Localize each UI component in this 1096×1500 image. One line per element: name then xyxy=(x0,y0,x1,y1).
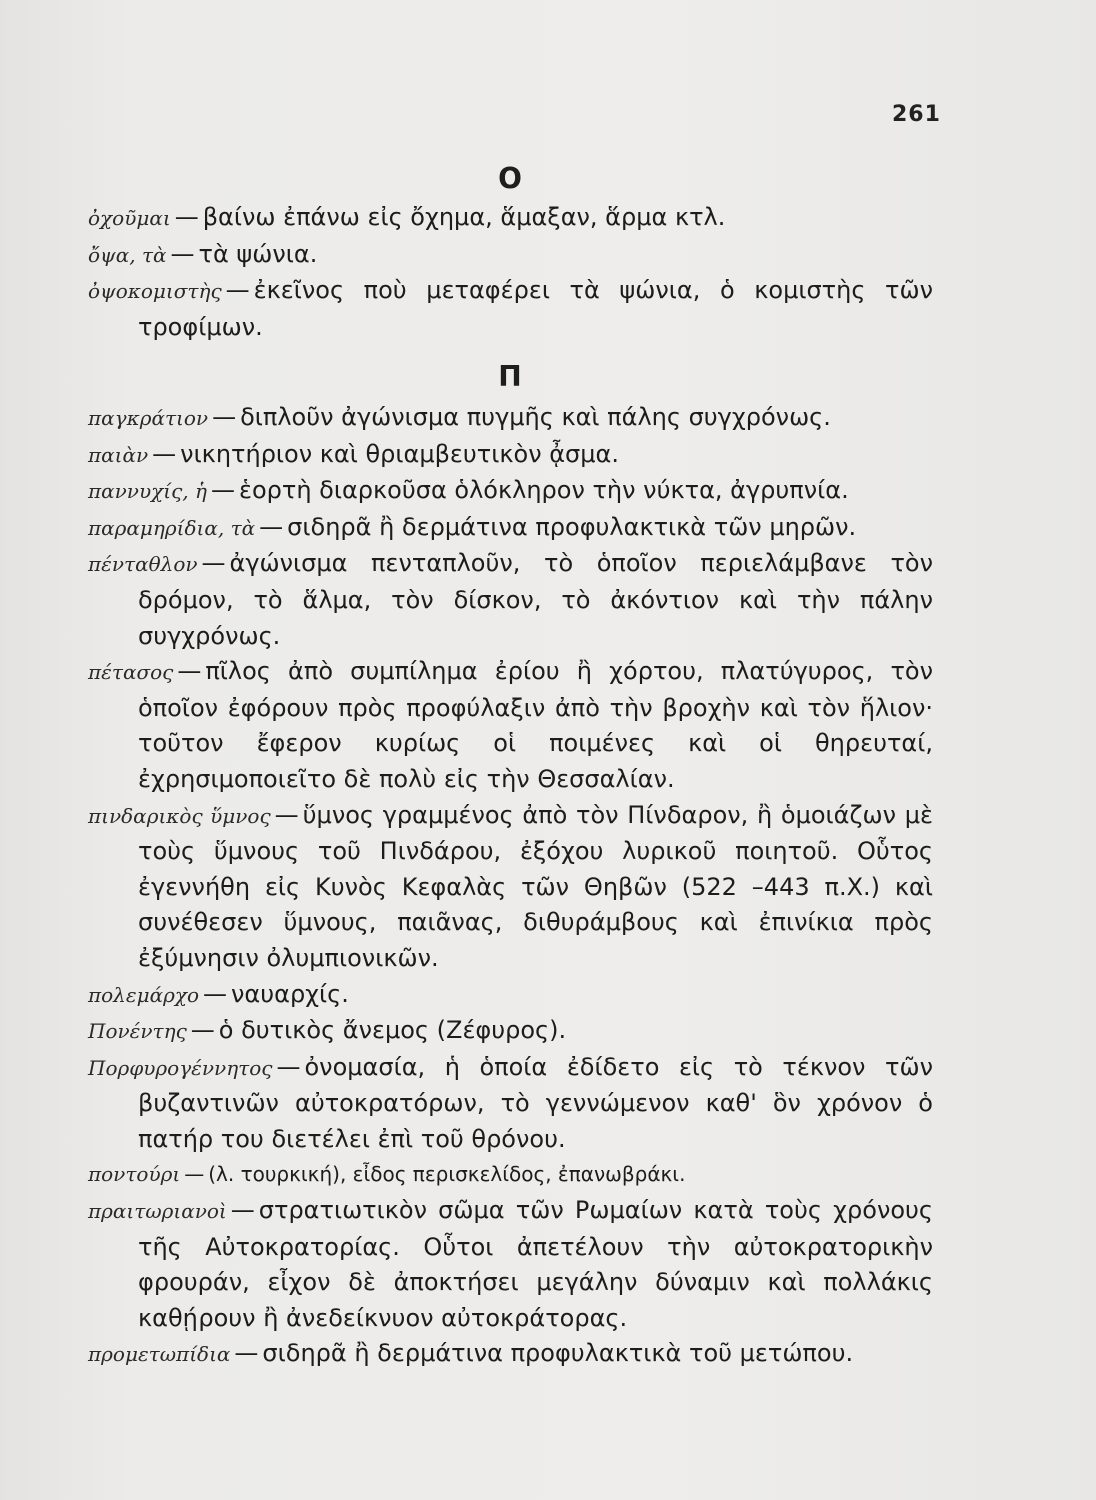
glossary-entry xyxy=(88,1013,933,1050)
entry-definition: σιδηρᾶ ἢ δερμάτινα προφυλακτικὰ τῶν μηρῶν. xyxy=(287,512,857,541)
entry-separator: — xyxy=(274,800,299,829)
section-heading-pi: Π xyxy=(498,360,522,393)
entry-definition: ἑορτὴ διαρκοῦσα ὁλόκληρον τὴν νύκτα, ἀγρυπνία. xyxy=(238,476,849,505)
entry-term: Πορφυρογέννητος xyxy=(88,1055,273,1080)
glossary-entry xyxy=(88,200,933,237)
entry-separator: — xyxy=(230,1196,255,1225)
glossary-entry xyxy=(88,654,933,797)
entry-separator: — xyxy=(170,239,195,268)
entry-term: παγκράτιον xyxy=(88,406,209,430)
entry-definition: διπλοῦν ἀγώνισμα πυγμῆς καὶ πάλης συγχρόνως. xyxy=(240,403,831,431)
entry-term: πέτασος xyxy=(88,660,174,685)
entry-separator: — xyxy=(152,439,177,468)
entry-term: παραμηρίδια, τὰ xyxy=(88,515,256,540)
entries-omicron xyxy=(88,200,933,345)
entry-term: παννυχίς, ἡ xyxy=(88,479,207,504)
entry-separator: — xyxy=(201,549,226,578)
entry-term: ὀχοῦμαι xyxy=(88,206,171,230)
glossary-entry xyxy=(88,400,933,437)
entry-separator: — xyxy=(174,203,199,231)
glossary-entry xyxy=(88,237,933,274)
glossary-entry xyxy=(88,273,933,345)
section-heading-omicron: Ο xyxy=(498,162,522,195)
glossary-entry xyxy=(88,437,933,474)
entry-term: ποντούρι xyxy=(88,1162,181,1187)
glossary-entry xyxy=(88,1157,933,1193)
entry-definition: ἐκεῖνος ποὺ μεταφέρει τὰ ψώνια, ὁ κομιστὴς τῶν τροφίμων. xyxy=(138,276,933,341)
glossary-entry xyxy=(88,1336,933,1373)
glossary-entry xyxy=(88,473,933,510)
entry-term: πένταθλον xyxy=(88,552,198,577)
entry-separator: — xyxy=(190,1016,215,1045)
entry-definition: ἀγώνισμα πενταπλοῦν, τὸ ὁποῖον περιελάμβανε τὸν δρόμον, τὸ ἅλμα, τὸν δίσκον, τὸ ἀκόντιον καὶ τὴν πάλην συγχρόνως. xyxy=(138,549,933,650)
entry-separator: — xyxy=(225,276,250,305)
entry-definition: σιδηρᾶ ἢ δερμάτινα προφυλακτικὰ τοῦ μετώπου. xyxy=(262,1339,854,1368)
glossary-entry xyxy=(88,1193,933,1336)
entry-term: Πονέντης xyxy=(88,1019,187,1044)
entry-definition: βαίνω ἐπάνω εἰς ὄχημα, ἅμαξαν, ἅρμα κτλ. xyxy=(202,203,726,231)
entry-definition: νικητήριον καὶ θριαμβευτικὸν ᾆσμα. xyxy=(180,439,619,468)
entry-definition: (λ. τουρκική), εἶδος περισκελίδος, ἐπανωβράκι. xyxy=(208,1162,686,1187)
entry-term: πινδαρικὸς ὕμνος xyxy=(88,803,271,828)
page-number: 261 xyxy=(892,102,941,127)
entry-separator: — xyxy=(259,512,284,541)
glossary-entry xyxy=(88,798,933,977)
entry-separator: — xyxy=(234,1339,259,1368)
entry-term: προμετωπίδια xyxy=(88,1342,231,1367)
glossary-entry xyxy=(88,510,933,547)
entry-term: πολεμάρχο xyxy=(88,982,200,1007)
entry-definition: ὁ δυτικὸς ἄνεμος (Ζέφυρος). xyxy=(218,1016,567,1045)
entry-term: πραιτωριανοὶ xyxy=(88,1199,227,1224)
glossary-entry xyxy=(88,977,933,1014)
entry-definition: ναυαρχίς. xyxy=(231,979,349,1008)
entry-definition: στρατιωτικὸν σῶμα τῶν Ρωμαίων κατὰ τοὺς χρόνους τῆς Αὐτοκρατορίας. Οὗτοι ἀπετέλουν τὴν αὐτοκρατορικὴν φρουράν, εἶχον δὲ ἀποκτήσει μεγάλην δύναμιν καὶ πολλάκις καθῄρουν ἢ ἀνεδείκνυον αὐτοκράτορας. xyxy=(138,1196,933,1332)
entry-separator: — xyxy=(212,403,237,431)
entry-separator: — xyxy=(203,979,228,1008)
entry-term: ὄψα, τὰ xyxy=(88,242,167,267)
entry-separator: — xyxy=(184,1162,205,1187)
entry-definition: πῖλος ἀπὸ συμπίλημα ἐρίου ἢ χόρτου, πλατύγυρος, τὸν ὁποῖον ἐφόρουν πρὸς προφύλαξιν ἀπὸ τὴν βροχὴν καὶ τὸν ἥλιον· τοῦτον ἔφερον κυρίως οἱ ποιμένες καὶ οἱ θηρευταί, ἐχρησιμοποιεῖτο δὲ πολὺ εἰς τὴν Θεσσαλίαν. xyxy=(138,657,933,793)
entry-definition: ὀνομασία, ἡ ὁποία ἐδίδετο εἰς τὸ τέκνον τῶν βυζαντινῶν αὐτοκρατόρων, τὸ γεννώμενον καθ' ὃν χρόνον ὁ πατήρ του διετέλει ἐπὶ τοῦ θρόνου. xyxy=(138,1052,933,1153)
entry-separator: — xyxy=(177,657,202,686)
entry-definition: ὕμνος γραμμένος ἀπὸ τὸν Πίνδαρον, ἢ ὁμοιάζων μὲ τοὺς ὕμνους τοῦ Πινδάρου, ἐξόχου λυρικοῦ ποιητοῦ. Οὗτος ἐγεννήθη εἰς Κυνὸς Κεφαλὰς τῶν Θηβῶν (522 –443 π.Χ.) καὶ συνέθεσεν ὕμνους, παιᾶνας, διθυράμβους καὶ ἐπινίκια πρὸς ἐξύμνησιν ὀλυμπιονικῶν. xyxy=(138,800,934,972)
entry-definition: τὰ ψώνια. xyxy=(198,239,318,268)
entry-term: ὀψοκομιστὴς xyxy=(88,279,222,304)
entry-separator: — xyxy=(210,476,235,505)
entry-term: παιὰν xyxy=(88,442,149,467)
glossary-entry xyxy=(88,1050,933,1158)
glossary-entry xyxy=(88,546,933,654)
entries-pi xyxy=(88,400,933,1373)
entry-separator: — xyxy=(276,1052,301,1081)
